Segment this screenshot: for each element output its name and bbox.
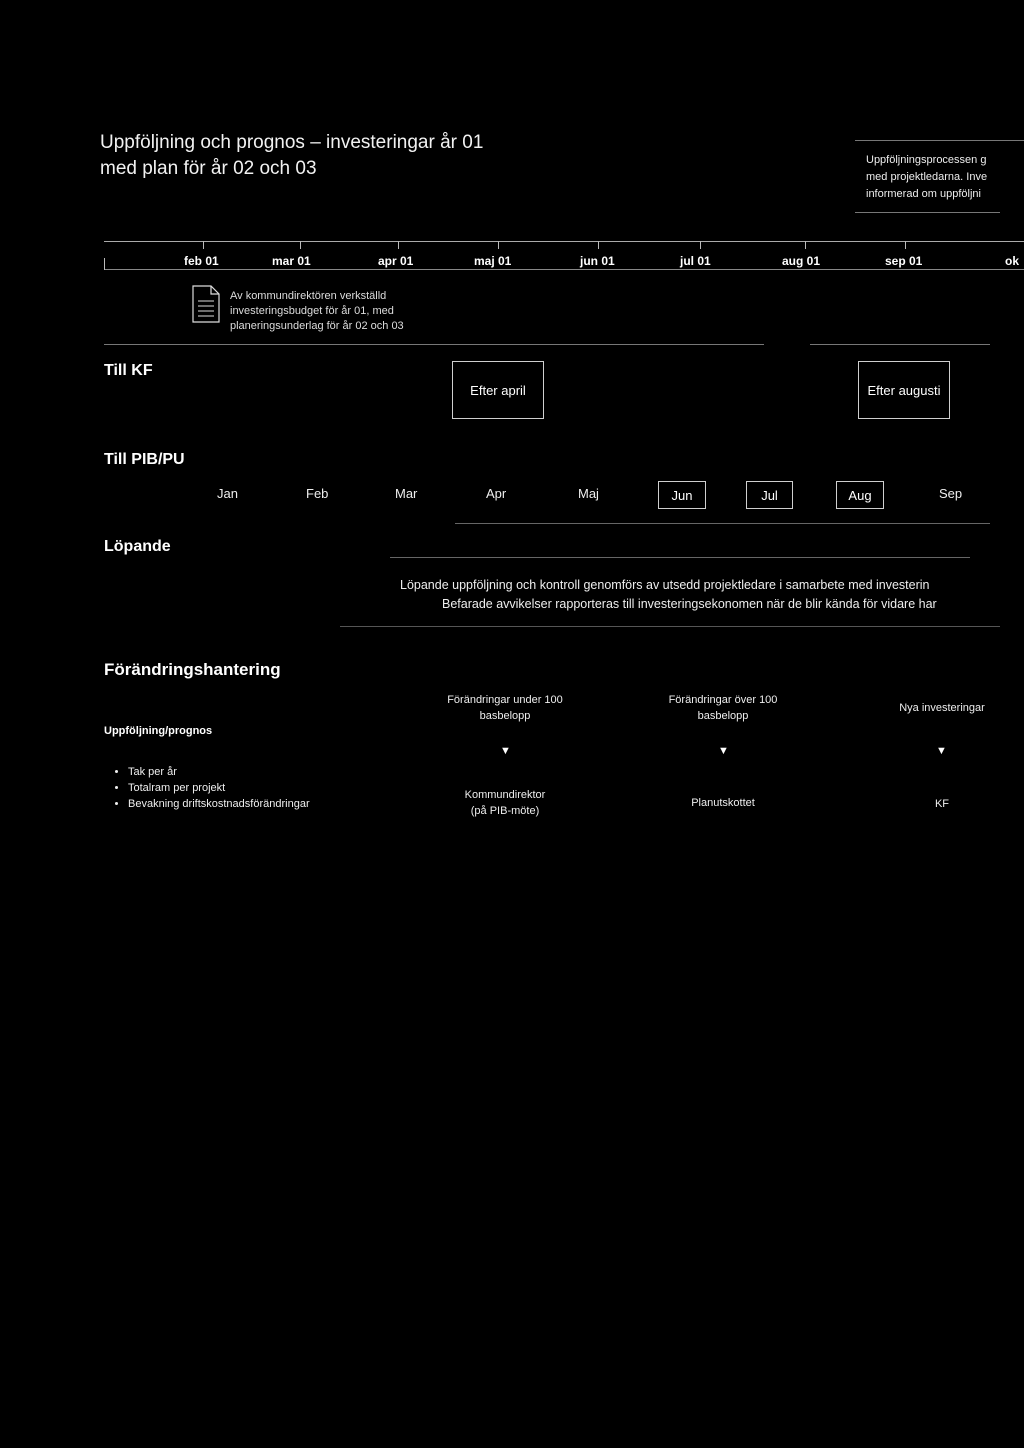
- divider: [455, 523, 990, 524]
- pib-month: Feb: [306, 486, 329, 501]
- bullet-item: • Tak per år: [128, 764, 310, 780]
- pib-month: Jul: [761, 487, 778, 503]
- timeline-month: apr 01: [378, 254, 414, 268]
- divider: [340, 626, 1000, 627]
- planutskottet-target: Planutskottet: [691, 797, 755, 809]
- report-box-august: [858, 361, 950, 419]
- down-arrow-icon: ▼: [500, 745, 511, 757]
- lopande-line-1: Löpande uppföljning och kontroll genomförs av utsedd projektledare i samarbete med investerin: [400, 578, 930, 592]
- document-note-line-1: Av kommundirektören verkställd: [230, 290, 387, 302]
- document-note: [230, 289, 404, 334]
- down-arrow-icon: ▼: [718, 745, 729, 757]
- timeline-month: aug 01: [782, 254, 821, 268]
- timeline-tick: [700, 241, 701, 249]
- timeline-tick: [598, 241, 599, 249]
- report-box-august-label: Efter augusti: [867, 382, 941, 398]
- change-over-100-line-1: Förändringar över 100: [668, 694, 778, 706]
- timeline-month: sep 01: [885, 254, 923, 268]
- pib-month: Mar: [395, 486, 418, 501]
- lopande-text: [400, 576, 1024, 614]
- change-over-100-header: [643, 692, 803, 724]
- change-under-100-line-2: basbelopp: [479, 710, 531, 722]
- timeline-month: jul 01: [680, 254, 711, 268]
- lopande-label: Löpande: [104, 538, 171, 555]
- pib-month: Jan: [217, 486, 238, 501]
- info-line-3: informerad om uppföljni: [866, 188, 981, 200]
- timeline-tick: [498, 241, 499, 249]
- document-icon: [191, 284, 221, 324]
- divider: [810, 344, 990, 345]
- report-box-april-label: Efter april: [470, 382, 526, 398]
- timeline-start-tick: [104, 258, 105, 270]
- divider: [104, 344, 764, 345]
- timeline-tick: [398, 241, 399, 249]
- timeline-month: maj 01: [474, 254, 512, 268]
- divider: [390, 557, 970, 558]
- info-line-1: Uppföljningsprocessen g: [866, 154, 987, 166]
- kommundirektor-line-1: Kommundirektor: [464, 789, 546, 801]
- title-line-1: Uppföljning och prognos – investeringar år 01: [100, 132, 484, 153]
- timeline-month: jun 01: [580, 254, 615, 268]
- kommundirektor-line-2: (på PIB-möte): [470, 805, 540, 817]
- timeline-bottom-line: [104, 269, 1024, 270]
- timeline-month: mar 01: [272, 254, 311, 268]
- bullet-item: • Bevakning driftskostnadsförändringar: [128, 796, 310, 812]
- pib-month: Sep: [939, 486, 963, 501]
- pib-month: Apr: [486, 486, 507, 501]
- timeline-month: feb 01: [184, 254, 219, 268]
- kommundirektor-target: [425, 787, 585, 819]
- info-box-top-border: [855, 140, 1024, 141]
- info-line-2: med projektledarna. Inve: [866, 171, 988, 183]
- info-box: [866, 152, 1024, 203]
- timeline-tick: [805, 241, 806, 249]
- info-box-bottom-border: [855, 212, 1000, 213]
- timeline-tick: [905, 241, 906, 249]
- forandring-label: Förändringshantering: [104, 660, 281, 679]
- timeline-top-line: [104, 241, 1024, 242]
- pib-month: Jun: [671, 487, 693, 503]
- timeline-month: ok: [1005, 254, 1020, 268]
- pib-month-box-jul: [746, 481, 793, 509]
- till-pib-label: Till PIB/PU: [104, 451, 185, 468]
- change-over-100-line-2: basbelopp: [697, 710, 749, 722]
- kf-target: KF: [934, 798, 950, 810]
- lopande-line-2: Befarade avvikelser rapporteras till investeringsekonomen när de blir kända för vidare har: [442, 597, 937, 611]
- timeline-tick: [203, 241, 204, 249]
- pib-month-box-aug: [836, 481, 884, 509]
- page-title: [100, 130, 483, 182]
- pib-month-box-jun: [658, 481, 706, 509]
- change-under-100-line-1: Förändringar under 100: [447, 694, 563, 706]
- report-box-april: [452, 361, 544, 419]
- pib-month: Aug: [848, 487, 872, 503]
- down-arrow-icon: ▼: [936, 745, 947, 757]
- document-note-line-3: planeringsunderlag för år 02 och 03: [230, 320, 404, 332]
- document-note-line-2: investeringsbudget för år 01, med: [230, 305, 394, 317]
- bullet-item: • Totalram per projekt: [128, 780, 310, 796]
- pib-month: Maj: [578, 486, 599, 501]
- timeline-tick: [300, 241, 301, 249]
- uppfoljning-label: Uppföljning/prognos: [104, 725, 213, 737]
- uppfoljning-bullets: [110, 764, 310, 812]
- change-under-100-header: [425, 692, 585, 724]
- title-line-2: med plan för år 02 och 03: [100, 158, 317, 179]
- new-investments-header: Nya investeringar: [899, 702, 985, 714]
- till-kf-label: Till KF: [104, 362, 153, 379]
